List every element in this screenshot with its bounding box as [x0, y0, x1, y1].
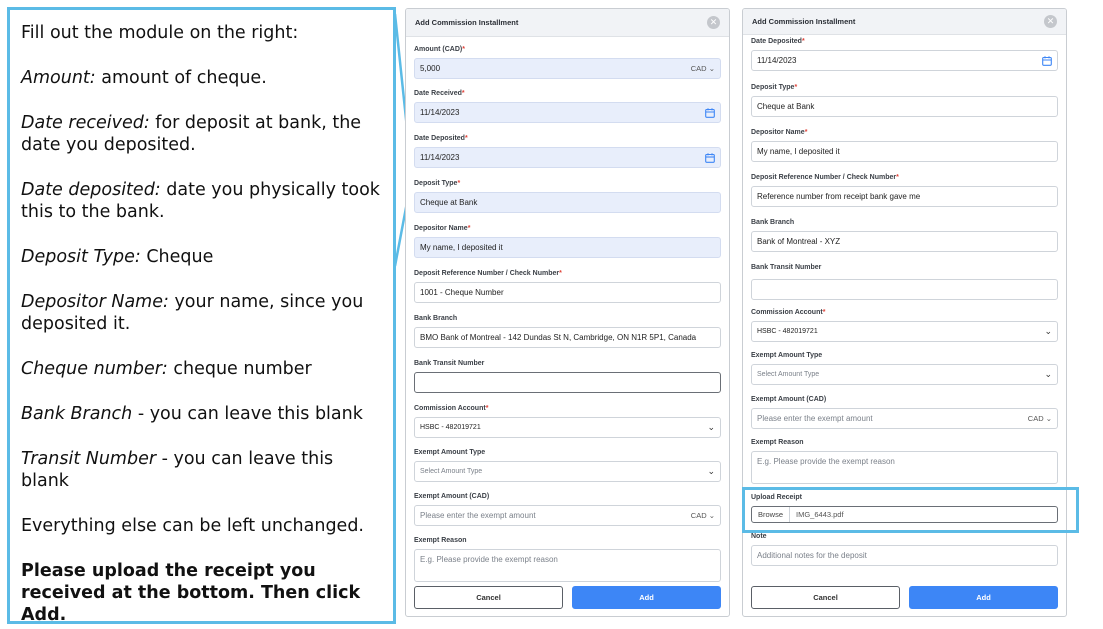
depositor-name-input[interactable]: My name, I deposited it — [414, 237, 721, 258]
exempt-amount-label: Exempt Amount (CAD) — [751, 396, 827, 403]
calendar-icon[interactable] — [705, 108, 715, 118]
note-input[interactable]: Additional notes for the deposit — [751, 545, 1058, 566]
date-received-group — [414, 89, 721, 123]
deposit-type-group — [751, 83, 1058, 117]
instruction-cheque-number: Cheque number: cheque number — [21, 359, 312, 379]
date-received-input[interactable]: 11/14/2023 — [414, 102, 721, 123]
depositor-name-group — [414, 224, 721, 258]
exempt-type-select[interactable]: Select Amount Type ⌄ — [414, 461, 721, 482]
exempt-amount-group — [414, 492, 721, 526]
exempt-type-select[interactable]: Select Amount Type ⌄ — [751, 364, 1058, 385]
instructions-intro: Fill out the module on the right: — [21, 23, 299, 43]
browse-button[interactable]: Browse — [752, 507, 790, 522]
instruction-date-received: Date received: for deposit at bank, the date you deposited. — [21, 113, 362, 155]
amount-input[interactable]: 5,000 CAD ⌄ — [414, 58, 721, 79]
bank-branch-input[interactable]: BMO Bank of Montreal - 142 Dundas St N, Cambridge, ON N1R 5P1, Canada — [414, 327, 721, 348]
bank-branch-label: Bank Branch — [414, 315, 458, 322]
exempt-reason-group — [751, 438, 1058, 484]
reference-number-group — [414, 269, 721, 303]
date-deposited-input[interactable]: 11/14/2023 — [414, 147, 721, 168]
cancel-button[interactable]: Cancel — [751, 586, 900, 609]
exempt-amount-input[interactable]: Please enter the exempt amount CAD ⌄ — [751, 408, 1058, 429]
close-icon[interactable]: ✕ — [1044, 15, 1057, 28]
exempt-reason-textarea[interactable]: E.g. Please provide the exempt reason — [751, 451, 1058, 484]
close-icon[interactable]: ✕ — [707, 16, 720, 29]
date-deposited-label: Date Deposited* — [751, 38, 805, 45]
instruction-unchanged: Everything else can be left unchanged. — [21, 516, 364, 536]
modal-footer — [751, 586, 1058, 609]
chevron-down-icon: ⌄ — [1044, 369, 1052, 379]
modal-header — [743, 9, 1066, 35]
instruction-transit-number: Transit Number - you can leave this blank — [21, 449, 334, 491]
instructions-panel — [7, 7, 396, 624]
depositor-name-label: Depositor Name* — [751, 129, 808, 136]
transit-number-label: Bank Transit Number — [751, 264, 822, 271]
reference-number-label: Deposit Reference Number / Check Number* — [414, 270, 562, 277]
currency-select[interactable]: CAD ⌄ — [1027, 414, 1052, 423]
exempt-type-label: Exempt Amount Type — [414, 449, 486, 456]
modal-header — [406, 9, 729, 37]
chevron-down-icon: ⌄ — [1044, 326, 1052, 336]
transit-number-input[interactable] — [751, 279, 1058, 300]
exempt-type-label: Exempt Amount Type — [751, 352, 823, 359]
exempt-amount-label: Exempt Amount (CAD) — [414, 493, 490, 500]
exempt-reason-textarea[interactable]: E.g. Please provide the exempt reason — [414, 549, 721, 582]
note-label: Note — [751, 533, 767, 540]
exempt-amount-input[interactable]: Please enter the exempt amount CAD ⌄ — [414, 505, 721, 526]
deposit-type-label: Deposit Type* — [751, 84, 798, 91]
modal-title: Add Commission Installment — [415, 18, 519, 27]
modal-title: Add Commission Installment — [752, 17, 856, 26]
transit-number-input[interactable] — [414, 372, 721, 393]
currency-select[interactable]: CAD ⌄ — [690, 64, 715, 73]
exempt-type-group — [414, 448, 721, 482]
date-deposited-group — [414, 134, 721, 168]
commission-account-label: Commission Account* — [751, 309, 826, 316]
commission-modal-top — [405, 8, 730, 617]
commission-account-group — [414, 404, 721, 438]
bank-branch-group — [751, 218, 1058, 252]
instruction-bank-branch: Bank Branch - you can leave this blank — [21, 404, 363, 424]
exempt-reason-group — [414, 536, 721, 582]
depositor-name-label: Depositor Name* — [414, 225, 471, 232]
calendar-icon[interactable] — [705, 153, 715, 163]
bank-branch-label: Bank Branch — [751, 219, 795, 226]
reference-number-label: Deposit Reference Number / Check Number* — [751, 174, 899, 181]
commission-account-group — [751, 308, 1058, 342]
commission-account-select[interactable]: HSBC - 482019721 ⌄ — [751, 321, 1058, 342]
upload-receipt-label: Upload Receipt — [751, 494, 802, 501]
date-deposited-label: Date Deposited* — [414, 135, 468, 142]
exempt-reason-label: Exempt Reason — [414, 537, 467, 544]
bank-branch-input[interactable]: Bank of Montreal - XYZ — [751, 231, 1058, 252]
reference-number-input[interactable]: 1001 - Cheque Number — [414, 282, 721, 303]
chevron-down-icon: ⌄ — [707, 422, 715, 432]
exempt-amount-group — [751, 395, 1058, 429]
add-button[interactable]: Add — [572, 586, 721, 609]
transit-number-group — [414, 359, 721, 393]
instruction-date-deposited: Date deposited: date you physically took this to the bank. — [21, 180, 380, 222]
currency-select[interactable]: CAD ⌄ — [690, 511, 715, 520]
reference-number-group — [751, 173, 1058, 207]
add-button[interactable]: Add — [909, 586, 1058, 609]
transit-number-group — [751, 263, 1058, 300]
instruction-amount: Amount: amount of cheque. — [21, 68, 267, 88]
date-deposited-input[interactable]: 11/14/2023 — [751, 50, 1058, 71]
upload-highlight-box — [742, 487, 1079, 533]
deposit-type-label: Deposit Type* — [414, 180, 461, 187]
amount-field-group — [414, 45, 721, 79]
commission-account-label: Commission Account* — [414, 405, 489, 412]
amount-label: Amount (CAD)* — [414, 46, 465, 53]
modal-footer — [414, 586, 721, 609]
chevron-down-icon: ⌄ — [707, 466, 715, 476]
deposit-type-group — [414, 179, 721, 213]
exempt-reason-label: Exempt Reason — [751, 439, 804, 446]
calendar-icon[interactable] — [1042, 56, 1052, 66]
depositor-name-input[interactable]: My name, I deposited it — [751, 141, 1058, 162]
deposit-type-input[interactable]: Cheque at Bank — [751, 96, 1058, 117]
depositor-name-group — [751, 128, 1058, 162]
reference-number-input[interactable]: Reference number from receipt bank gave me — [751, 186, 1058, 207]
commission-account-select[interactable]: HSBC - 482019721 ⌄ — [414, 417, 721, 438]
instruction-depositor-name: Depositor Name: your name, since you deposited it. — [21, 292, 364, 334]
instruction-deposit-type: Deposit Type: Cheque — [21, 247, 214, 267]
instruction-final: Please upload the receipt you received at the bottom. Then click Add. — [21, 561, 361, 625]
transit-number-label: Bank Transit Number — [414, 360, 485, 367]
date-deposited-group — [751, 37, 1058, 71]
exempt-type-group — [751, 351, 1058, 385]
bank-branch-group — [414, 314, 721, 348]
date-received-label: Date Received* — [414, 90, 465, 97]
deposit-type-input[interactable]: Cheque at Bank — [414, 192, 721, 213]
chevron-down-icon: ⌄ — [708, 64, 715, 73]
note-group — [751, 532, 1058, 566]
upload-filename: IMG_6443.pdf — [796, 510, 844, 519]
cancel-button[interactable]: Cancel — [414, 586, 563, 609]
